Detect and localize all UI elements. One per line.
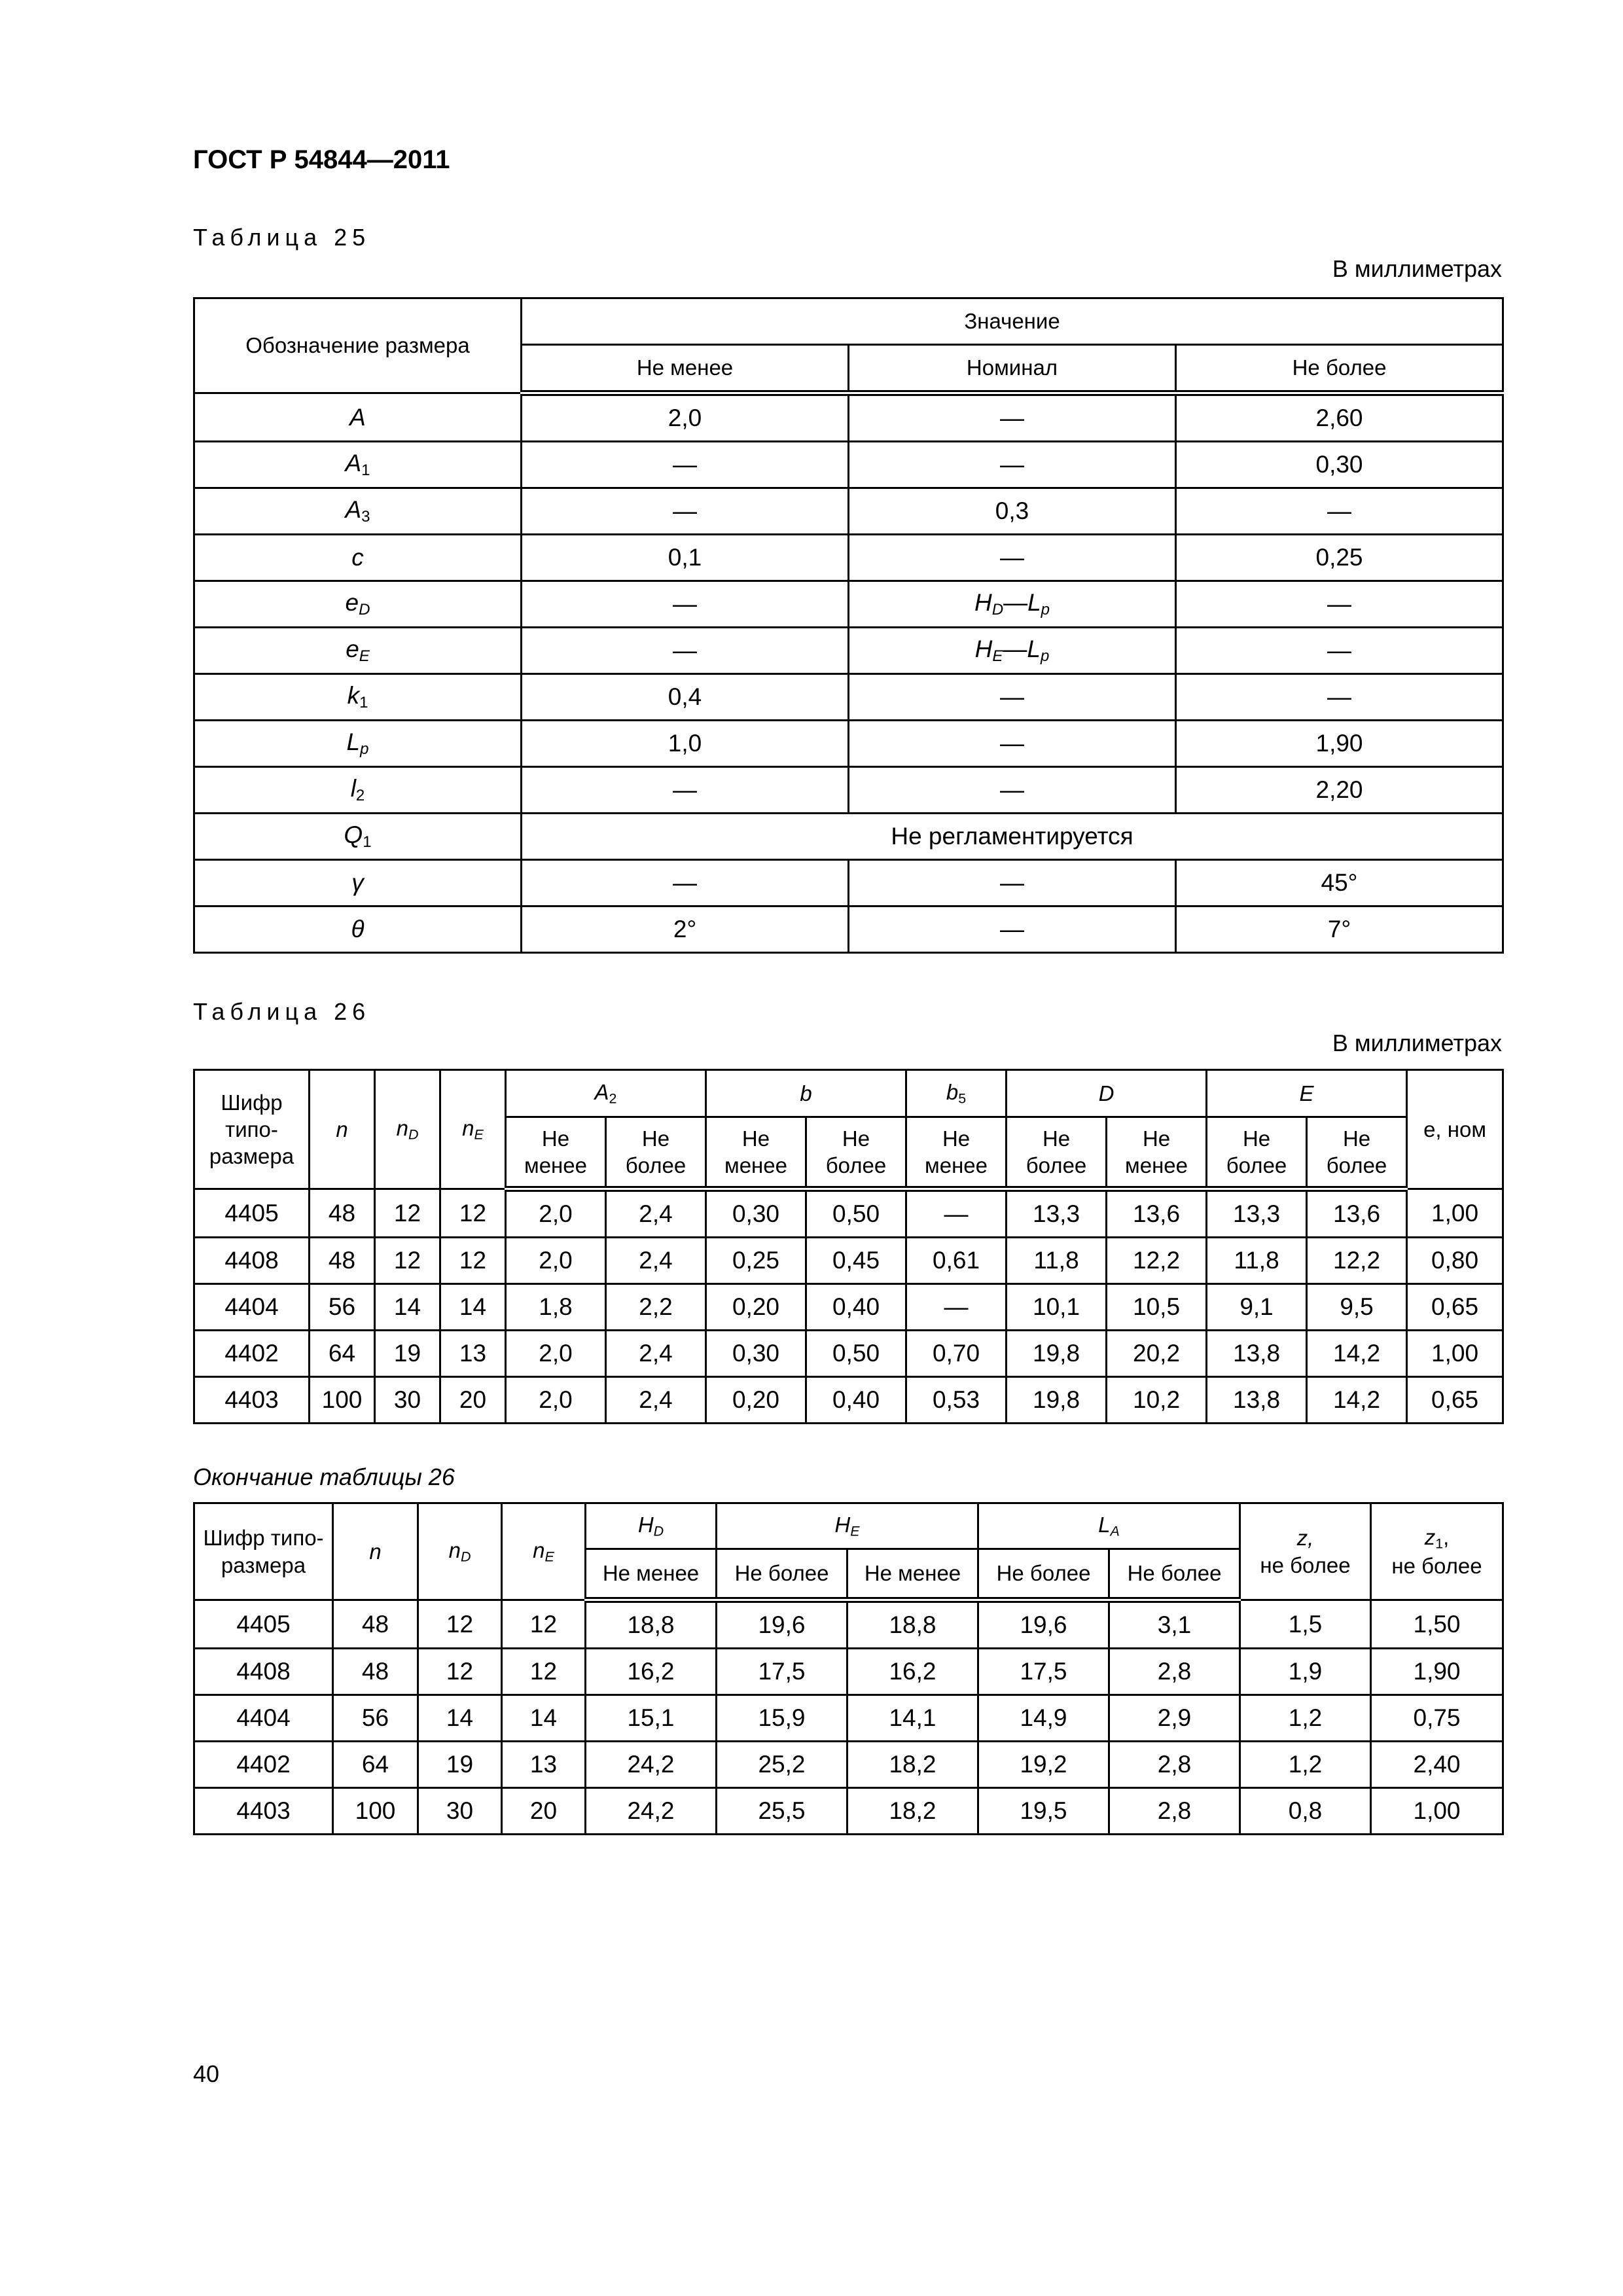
table-cell: 1,2 xyxy=(1240,1695,1371,1742)
table-cell: 19 xyxy=(375,1331,440,1377)
header-D-min: Не менее xyxy=(1107,1117,1207,1189)
table-cell: 0,65 xyxy=(1407,1377,1503,1424)
table-row xyxy=(194,721,1503,767)
header-e-nom: e, ном xyxy=(1407,1070,1503,1189)
header-E-max-2: Не более xyxy=(1307,1117,1407,1189)
header-z1-comma: , xyxy=(1443,1524,1450,1549)
symbol-subscript: E xyxy=(359,647,370,665)
symbol-subscript: p xyxy=(360,740,369,758)
symbol: A xyxy=(345,450,362,476)
table-cell: 0,50 xyxy=(806,1189,906,1238)
table-cell: 13,6 xyxy=(1107,1189,1207,1238)
header-z1-symbol: z xyxy=(1424,1524,1436,1549)
header-LA xyxy=(978,1503,1240,1549)
table-cell: 1,2 xyxy=(1240,1742,1371,1788)
table-cell: 14 xyxy=(375,1284,440,1331)
nominal-a-sub: E xyxy=(992,647,1003,665)
table-26 xyxy=(193,1069,1504,1424)
symbol-cell xyxy=(194,767,522,814)
table-cell: 19,6 xyxy=(978,1600,1109,1649)
header-nD xyxy=(375,1070,440,1189)
table-cell: — xyxy=(906,1189,1007,1238)
table-cell: 2,8 xyxy=(1109,1742,1240,1788)
nominal-cell: — xyxy=(849,721,1176,767)
header-D: D xyxy=(1007,1070,1207,1117)
table-cell: 4405 xyxy=(194,1189,310,1238)
min-cell: — xyxy=(522,767,849,814)
document-header: ГОСТ Р 54844—2011 xyxy=(193,145,450,174)
table-cell: 13,6 xyxy=(1307,1189,1407,1238)
header-A2-symbol: A xyxy=(594,1080,609,1105)
header-z-note: не более xyxy=(1260,1552,1351,1577)
table-row xyxy=(194,860,1503,906)
max-cell: 0,25 xyxy=(1176,535,1503,581)
table-cell: 2,0 xyxy=(506,1238,606,1284)
max-cell: 2,20 xyxy=(1176,767,1503,814)
header-A2-min: Не менее xyxy=(506,1117,606,1189)
table-cell: 1,90 xyxy=(1371,1649,1503,1695)
table-cell: — xyxy=(906,1284,1007,1331)
table-cell: 15,9 xyxy=(717,1695,847,1742)
max-cell: 2,60 xyxy=(1176,393,1503,442)
table-cell: 0,45 xyxy=(806,1238,906,1284)
max-cell: 7° xyxy=(1176,906,1503,953)
table-cell: 12,2 xyxy=(1107,1238,1207,1284)
table-cell: 1,00 xyxy=(1407,1331,1503,1377)
table-25 xyxy=(193,297,1504,954)
table-row xyxy=(194,393,1503,442)
symbol-cell xyxy=(194,860,522,906)
table-cell: 12 xyxy=(375,1238,440,1284)
symbol-subscript: 3 xyxy=(361,508,370,526)
table-cell: 12 xyxy=(375,1189,440,1238)
table-cell: 2,4 xyxy=(606,1189,706,1238)
header-nE-sub: E xyxy=(544,1549,554,1565)
max-cell: — xyxy=(1176,674,1503,721)
nominal-dash: — xyxy=(1003,636,1027,662)
nominal-cell: — xyxy=(849,442,1176,488)
table-cell: 2,4 xyxy=(606,1377,706,1424)
header-E-max: Не более xyxy=(1207,1117,1307,1189)
max-cell: 45° xyxy=(1176,860,1503,906)
table26-units: В миллиметрах xyxy=(1332,1030,1502,1056)
header-nD-symbol: n xyxy=(396,1116,408,1141)
table26-caption: Таблица 26 xyxy=(193,998,371,1025)
header-min: Не менее xyxy=(522,345,849,393)
header-nE-sub: E xyxy=(474,1126,484,1143)
nominal-b-sub: p xyxy=(1041,601,1050,619)
table-cell: 4404 xyxy=(194,1695,333,1742)
table-cell: 30 xyxy=(375,1377,440,1424)
min-cell: — xyxy=(522,581,849,628)
header-code: Шифр типо-размера xyxy=(194,1070,310,1189)
header-HD-sub: D xyxy=(653,1523,664,1539)
header-nE-symbol: n xyxy=(533,1538,545,1563)
max-cell: — xyxy=(1176,628,1503,674)
symbol: l xyxy=(350,775,356,802)
symbol-subscript: D xyxy=(359,601,370,619)
table-cell: 14 xyxy=(440,1284,506,1331)
header-LA-sub: A xyxy=(1110,1523,1120,1539)
nominal-cell: — xyxy=(849,767,1176,814)
table-cell: 64 xyxy=(333,1742,418,1788)
symbol: θ xyxy=(351,916,365,942)
symbol-cell xyxy=(194,442,522,488)
header-b5 xyxy=(906,1070,1007,1117)
symbol-subscript: 2 xyxy=(355,787,365,804)
table-cell: 15,1 xyxy=(586,1695,717,1742)
symbol: e xyxy=(345,589,359,616)
min-cell: — xyxy=(522,860,849,906)
header-z1-sub: 1 xyxy=(1435,1535,1444,1552)
table-cell: 4405 xyxy=(194,1600,333,1649)
table-cell: 13,8 xyxy=(1207,1331,1307,1377)
nominal-cell xyxy=(849,581,1176,628)
header-z xyxy=(1240,1503,1371,1600)
table-cell: 14,1 xyxy=(847,1695,978,1742)
table-cell: 11,8 xyxy=(1207,1238,1307,1284)
table-row xyxy=(194,906,1503,953)
min-cell: 1,0 xyxy=(522,721,849,767)
table-row xyxy=(194,1238,1503,1284)
table-cell: 20,2 xyxy=(1107,1331,1207,1377)
table-row xyxy=(194,1600,1503,1649)
table-cell: 12 xyxy=(440,1189,506,1238)
table-cell: 24,2 xyxy=(586,1742,717,1788)
table-cell: 2,2 xyxy=(606,1284,706,1331)
table-cell: 4408 xyxy=(194,1649,333,1695)
table-cell: 2,4 xyxy=(606,1238,706,1284)
header-designation: Обозначение размера xyxy=(194,298,522,393)
table-row xyxy=(194,1788,1503,1835)
header-code: Шифр типо-размера xyxy=(194,1503,333,1600)
header-HE-min: Не менее xyxy=(847,1549,978,1600)
table-26-end xyxy=(193,1502,1504,1835)
table-cell: 19,6 xyxy=(717,1600,847,1649)
page-number: 40 xyxy=(193,2060,220,2087)
table-cell: 100 xyxy=(310,1377,375,1424)
header-A2-max: Не более xyxy=(606,1117,706,1189)
table-row xyxy=(194,1331,1503,1377)
table-cell: 9,5 xyxy=(1307,1284,1407,1331)
max-cell: 1,90 xyxy=(1176,721,1503,767)
header-nD xyxy=(418,1503,502,1600)
symbol: k xyxy=(347,682,360,709)
table-row xyxy=(194,628,1503,674)
header-nE xyxy=(502,1503,586,1600)
min-cell: 0,4 xyxy=(522,674,849,721)
nominal-cell: — xyxy=(849,535,1176,581)
table-cell: 30 xyxy=(418,1788,502,1835)
table-cell: 0,80 xyxy=(1407,1238,1503,1284)
symbol: c xyxy=(351,544,364,571)
table-cell: 0,8 xyxy=(1240,1788,1371,1835)
max-cell: — xyxy=(1176,488,1503,535)
table-cell: 48 xyxy=(333,1649,418,1695)
table-cell: 4408 xyxy=(194,1238,310,1284)
table-cell: 2,4 xyxy=(606,1331,706,1377)
table-cell: 0,20 xyxy=(706,1284,806,1331)
header-b5-sub: 5 xyxy=(958,1090,967,1107)
header-A2-sub: 2 xyxy=(609,1090,617,1107)
symbol-subscript: 1 xyxy=(363,833,372,851)
symbol: Q xyxy=(344,821,363,848)
symbol-subscript: 1 xyxy=(361,461,370,479)
header-nominal: Номинал xyxy=(849,345,1176,393)
symbol-cell xyxy=(194,906,522,953)
table25-units: В миллиметрах xyxy=(1332,255,1502,282)
table-cell: 19 xyxy=(418,1742,502,1788)
header-z1-note: не более xyxy=(1391,1553,1482,1578)
min-cell: 2° xyxy=(522,906,849,953)
table-cell: 11,8 xyxy=(1007,1238,1107,1284)
table-cell: 18,8 xyxy=(586,1600,717,1649)
table-cell: 9,1 xyxy=(1207,1284,1307,1331)
table-cell: 18,2 xyxy=(847,1788,978,1835)
symbol-cell xyxy=(194,674,522,721)
merged-value-cell: Не регламентируется xyxy=(522,814,1503,860)
min-cell: — xyxy=(522,442,849,488)
table-cell: 13,3 xyxy=(1207,1189,1307,1238)
header-b: b xyxy=(706,1070,906,1117)
symbol-cell xyxy=(194,814,522,860)
table-cell: 2,0 xyxy=(506,1331,606,1377)
table-cell: 14 xyxy=(502,1695,586,1742)
table-cell: 0,65 xyxy=(1407,1284,1503,1331)
table-row xyxy=(194,581,1503,628)
table-row xyxy=(194,442,1503,488)
table-cell: 0,30 xyxy=(706,1331,806,1377)
table-cell: 12 xyxy=(440,1238,506,1284)
header-nE-symbol: n xyxy=(462,1116,474,1141)
table25-caption: Таблица 25 xyxy=(193,224,371,251)
table-cell: 2,9 xyxy=(1109,1695,1240,1742)
min-cell: 0,1 xyxy=(522,535,849,581)
table-cell: 12 xyxy=(502,1600,586,1649)
nominal-cell xyxy=(849,628,1176,674)
symbol: A xyxy=(345,496,362,523)
table-cell: 4402 xyxy=(194,1331,310,1377)
table-cell: 48 xyxy=(310,1238,375,1284)
symbol: γ xyxy=(351,869,364,896)
table-cell: 17,5 xyxy=(717,1649,847,1695)
header-b5-min: Не менее xyxy=(906,1117,1007,1189)
table-cell: 0,40 xyxy=(806,1377,906,1424)
table-cell: 13 xyxy=(440,1331,506,1377)
table-cell: 12 xyxy=(502,1649,586,1695)
table-cell: 48 xyxy=(310,1189,375,1238)
table-row xyxy=(194,814,1503,860)
table-cell: 19,8 xyxy=(1007,1377,1107,1424)
table-cell: 2,0 xyxy=(506,1377,606,1424)
table-row xyxy=(194,1377,1503,1424)
table-row xyxy=(194,1742,1503,1788)
header-HD-min: Не менее xyxy=(586,1549,717,1600)
nominal-b-sub: p xyxy=(1040,647,1050,665)
nominal-a: H xyxy=(974,589,992,616)
table-cell: 20 xyxy=(502,1788,586,1835)
table-cell: 14,2 xyxy=(1307,1377,1407,1424)
table-cell: 25,2 xyxy=(717,1742,847,1788)
table-cell: 0,20 xyxy=(706,1377,806,1424)
header-D-max: Не более xyxy=(1007,1117,1107,1189)
table-cell: 2,40 xyxy=(1371,1742,1503,1788)
symbol: A xyxy=(349,403,366,431)
nominal-cell: — xyxy=(849,906,1176,953)
table-cell: 0,50 xyxy=(806,1331,906,1377)
symbol-cell xyxy=(194,721,522,767)
table-row xyxy=(194,535,1503,581)
header-z1 xyxy=(1371,1503,1503,1600)
table-cell: 0,61 xyxy=(906,1238,1007,1284)
nominal-a: H xyxy=(974,636,993,662)
table-cell: 1,00 xyxy=(1407,1189,1503,1238)
table-cell: 25,5 xyxy=(717,1788,847,1835)
header-HE-symbol: H xyxy=(834,1513,851,1537)
table-cell: 13 xyxy=(502,1742,586,1788)
table-cell: 16,2 xyxy=(586,1649,717,1695)
symbol-cell xyxy=(194,488,522,535)
table-cell: 18,8 xyxy=(847,1600,978,1649)
table26-continuation-caption: Окончание таблицы 26 xyxy=(193,1463,455,1490)
header-E: E xyxy=(1207,1070,1407,1117)
table-cell: 4402 xyxy=(194,1742,333,1788)
table-cell: 16,2 xyxy=(847,1649,978,1695)
table-cell: 0,53 xyxy=(906,1377,1007,1424)
header-HE-max: Не более xyxy=(717,1549,847,1600)
table-cell: 13,8 xyxy=(1207,1377,1307,1424)
table-cell: 48 xyxy=(333,1600,418,1649)
header-max: Не более xyxy=(1176,345,1503,393)
header-b5-symbol: b xyxy=(946,1080,959,1105)
table-cell: 0,70 xyxy=(906,1331,1007,1377)
table-cell: 1,50 xyxy=(1371,1600,1503,1649)
nominal-b: L xyxy=(1027,636,1041,662)
table-cell: 2,0 xyxy=(506,1189,606,1238)
header-HD xyxy=(586,1503,717,1549)
min-cell: — xyxy=(522,628,849,674)
min-cell: — xyxy=(522,488,849,535)
table-cell: 1,5 xyxy=(1240,1600,1371,1649)
table-cell: 4403 xyxy=(194,1377,310,1424)
table-cell: 10,2 xyxy=(1107,1377,1207,1424)
table-cell: 14,2 xyxy=(1307,1331,1407,1377)
table-row xyxy=(194,1284,1503,1331)
table-row xyxy=(194,1189,1503,1238)
nominal-dash: — xyxy=(1003,589,1028,616)
table-cell: 19,5 xyxy=(978,1788,1109,1835)
table-cell: 0,75 xyxy=(1371,1695,1503,1742)
table-cell: 56 xyxy=(333,1695,418,1742)
table-cell: 18,2 xyxy=(847,1742,978,1788)
header-LA-max: Не более xyxy=(978,1549,1109,1600)
max-cell: 0,30 xyxy=(1176,442,1503,488)
nominal-cell: 0,3 xyxy=(849,488,1176,535)
table-row xyxy=(194,1695,1503,1742)
header-n: n xyxy=(310,1070,375,1189)
table-cell: 24,2 xyxy=(586,1788,717,1835)
table-cell: 14,9 xyxy=(978,1695,1109,1742)
header-value: Значение xyxy=(522,298,1503,345)
nominal-cell: — xyxy=(849,860,1176,906)
table-cell: 4404 xyxy=(194,1284,310,1331)
table-row xyxy=(194,767,1503,814)
table-cell: 4403 xyxy=(194,1788,333,1835)
table-row xyxy=(194,674,1503,721)
table-cell: 0,30 xyxy=(706,1189,806,1238)
table-cell: 1,00 xyxy=(1371,1788,1503,1835)
header-n: n xyxy=(333,1503,418,1600)
header-HE xyxy=(717,1503,978,1549)
nominal-a-sub: D xyxy=(991,601,1004,619)
header-nD-symbol: n xyxy=(448,1538,461,1563)
header-nE xyxy=(440,1070,506,1189)
header-b-max: Не более xyxy=(806,1117,906,1189)
table-cell: 0,25 xyxy=(706,1238,806,1284)
table-cell: 12,2 xyxy=(1307,1238,1407,1284)
header-b-min: Не менее xyxy=(706,1117,806,1189)
table-cell: 2,8 xyxy=(1109,1788,1240,1835)
symbol-cell xyxy=(194,628,522,674)
table-cell: 100 xyxy=(333,1788,418,1835)
table-cell: 0,40 xyxy=(806,1284,906,1331)
table-cell: 1,9 xyxy=(1240,1649,1371,1695)
table-cell: 2,8 xyxy=(1109,1649,1240,1695)
table-cell: 19,8 xyxy=(1007,1331,1107,1377)
table-cell: 14 xyxy=(418,1695,502,1742)
symbol: L xyxy=(346,728,361,755)
nominal-b: L xyxy=(1027,589,1041,616)
nominal-cell: — xyxy=(849,393,1176,442)
table-row xyxy=(194,1649,1503,1695)
table-cell: 1,8 xyxy=(506,1284,606,1331)
header-nD-sub: D xyxy=(460,1549,471,1565)
max-cell: — xyxy=(1176,581,1503,628)
header-A2 xyxy=(506,1070,706,1117)
header-z-symbol: z, xyxy=(1296,1526,1314,1551)
table-cell: 56 xyxy=(310,1284,375,1331)
symbol-cell xyxy=(194,393,522,442)
symbol: e xyxy=(346,636,359,662)
table-cell: 10,5 xyxy=(1107,1284,1207,1331)
table-cell: 13,3 xyxy=(1007,1189,1107,1238)
header-LA-symbol: L xyxy=(1098,1513,1111,1537)
header-nD-sub: D xyxy=(408,1126,419,1143)
table-cell: 10,1 xyxy=(1007,1284,1107,1331)
table-row xyxy=(194,488,1503,535)
table-cell: 17,5 xyxy=(978,1649,1109,1695)
symbol-subscript: 1 xyxy=(359,694,368,711)
min-cell: 2,0 xyxy=(522,393,849,442)
table-cell: 20 xyxy=(440,1377,506,1424)
nominal-cell: — xyxy=(849,674,1176,721)
header-HE-sub: E xyxy=(850,1523,860,1539)
table-cell: 19,2 xyxy=(978,1742,1109,1788)
table-cell: 12 xyxy=(418,1649,502,1695)
table-cell: 64 xyxy=(310,1331,375,1377)
table-cell: 3,1 xyxy=(1109,1600,1240,1649)
symbol-cell xyxy=(194,535,522,581)
header-HD-symbol: H xyxy=(637,1513,654,1537)
header-LA-max-2: Не более xyxy=(1109,1549,1240,1600)
table-cell: 12 xyxy=(418,1600,502,1649)
symbol-cell xyxy=(194,581,522,628)
